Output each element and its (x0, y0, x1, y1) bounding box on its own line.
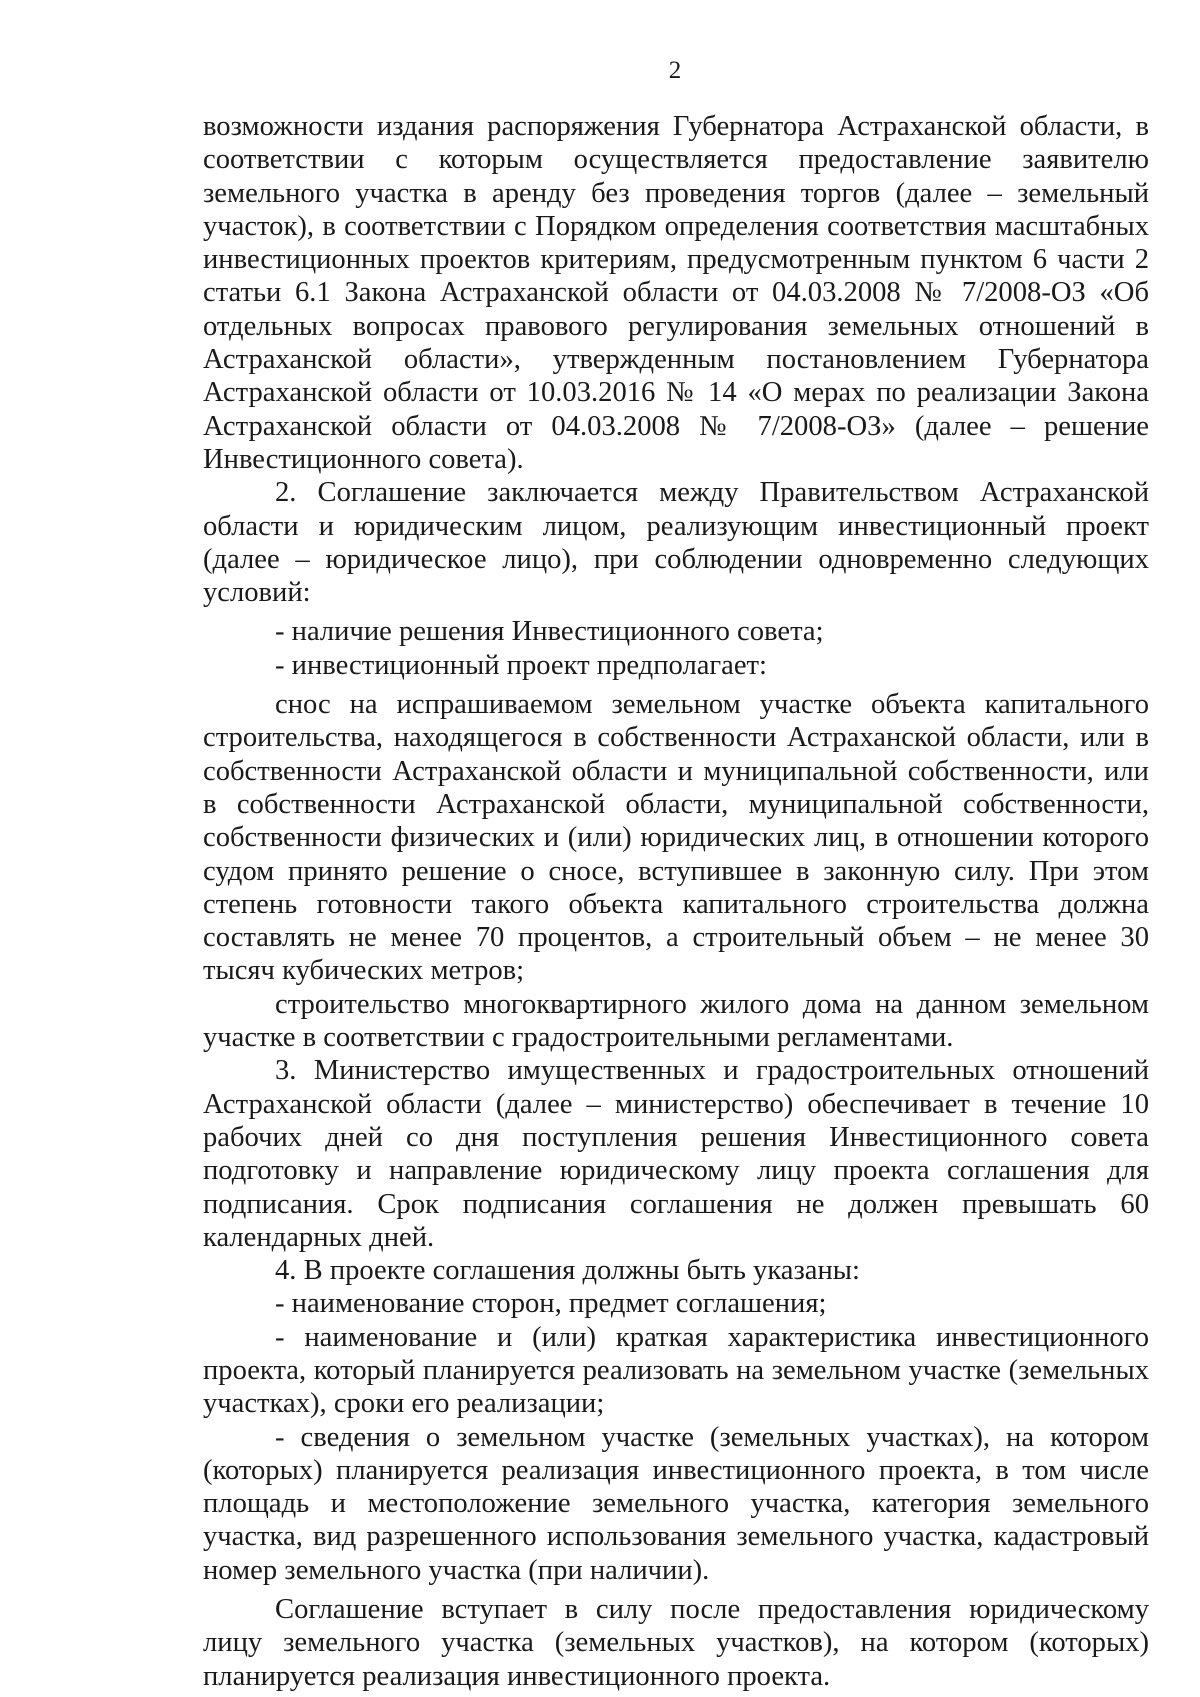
paragraph-construction: строительство многоквартирного жилого дома на данном земельном участке в соответствии с градостроительными регламентами. (203, 988, 1149, 1054)
list-item-investment-council-decision: - наличие решения Инвестиционного совета; (275, 616, 824, 648)
paragraph-demolition: снос на испрашиваемом земельном участке объекта капитального строительства, находящегося в собственности Астраханской области, или в собственности Астраханской области и муниципальной собственности, или в собственности Астраханской области, муниципальной собственности, собственности физических и (или) юридических лиц, в отношении которого судом принято решение о сносе, вступившее в законную силу. При этом степень готовности такого объекта капитального строительства должна составлять не менее 70 процентов, а строительный объем – не менее 30 тысяч кубических метров; (203, 689, 1149, 987)
list-item-parties: - наименование сторон, предмет соглашения; (275, 1288, 827, 1320)
document-body (203, 110, 1149, 1693)
paragraph-clause-3: 3. Министерство имущественных и градостроительных отношений Астраханской области (далее – министерство) обеспечивает в течение 10 рабочих дней со дня поступления решения Инвестиционного совета подготовку и направление юридическому лицу проекта соглашения для подписания. Срок подписания соглашения не должен превышать 60 календарных дней. (203, 1055, 1149, 1253)
list-item-land-plot-info: - сведения о земельном участке (земельных участках), на котором (которых) планируется реализация инвестиционного проекта, в том числе площадь и местоположение земельного участка, категория земельного участка, вид разрешенного использования земельного участка, кадастровый номер земельного участка (при наличии). (203, 1421, 1149, 1586)
list-item-project-assumes: - инвестиционный проект предполагает: (275, 649, 767, 681)
paragraph-continuation: возможности издания распоряжения Губернатора Астраханской области, в соответствии с которым осуществляется предоставление заявителю земельного участка в аренду без проведения торгов (далее – земельный участок), в соответствии с Порядком определения соответствия масштабных инвестиционных проектов критериям, предусмотренным пунктом 6 части 2 статьи 6.1 Закона Астраханской области от 04.03.2008 № 7/2008-ОЗ «Об отдельных вопросах правового регулирования земельных отношений в Астраханской области», утвержденным постановлением Губернатора Астраханской области от 10.03.2016 № 14 «О мерах по реализации Закона Астраханской области от 04.03.2008 № 7/2008-ОЗ» (далее – решение Инвестиционного совета). (203, 111, 1149, 475)
list-item-project-description: - наименование и (или) краткая характеристика инвестиционного проекта, который планируется реализовать на земельном участке (земельных участках), сроки его реализации; (203, 1321, 1149, 1420)
paragraph-agreement-effective: Соглашение вступает в силу после предоставления юридическому лицу земельного участка (земельных участков), на котором (которых) планируется реализация инвестиционного проекта. (203, 1594, 1149, 1692)
paragraph-clause-4: 4. В проекте соглашения должны быть указаны: (275, 1255, 860, 1287)
page-number: 2 (668, 57, 682, 84)
paragraph-clause-2: 2. Соглашение заключается между Правительством Астраханской области и юридическим лицом, реализующим инвестиционный проект (далее – юридическое лицо), при соблюдении одновременно следующих условий: (203, 477, 1149, 609)
